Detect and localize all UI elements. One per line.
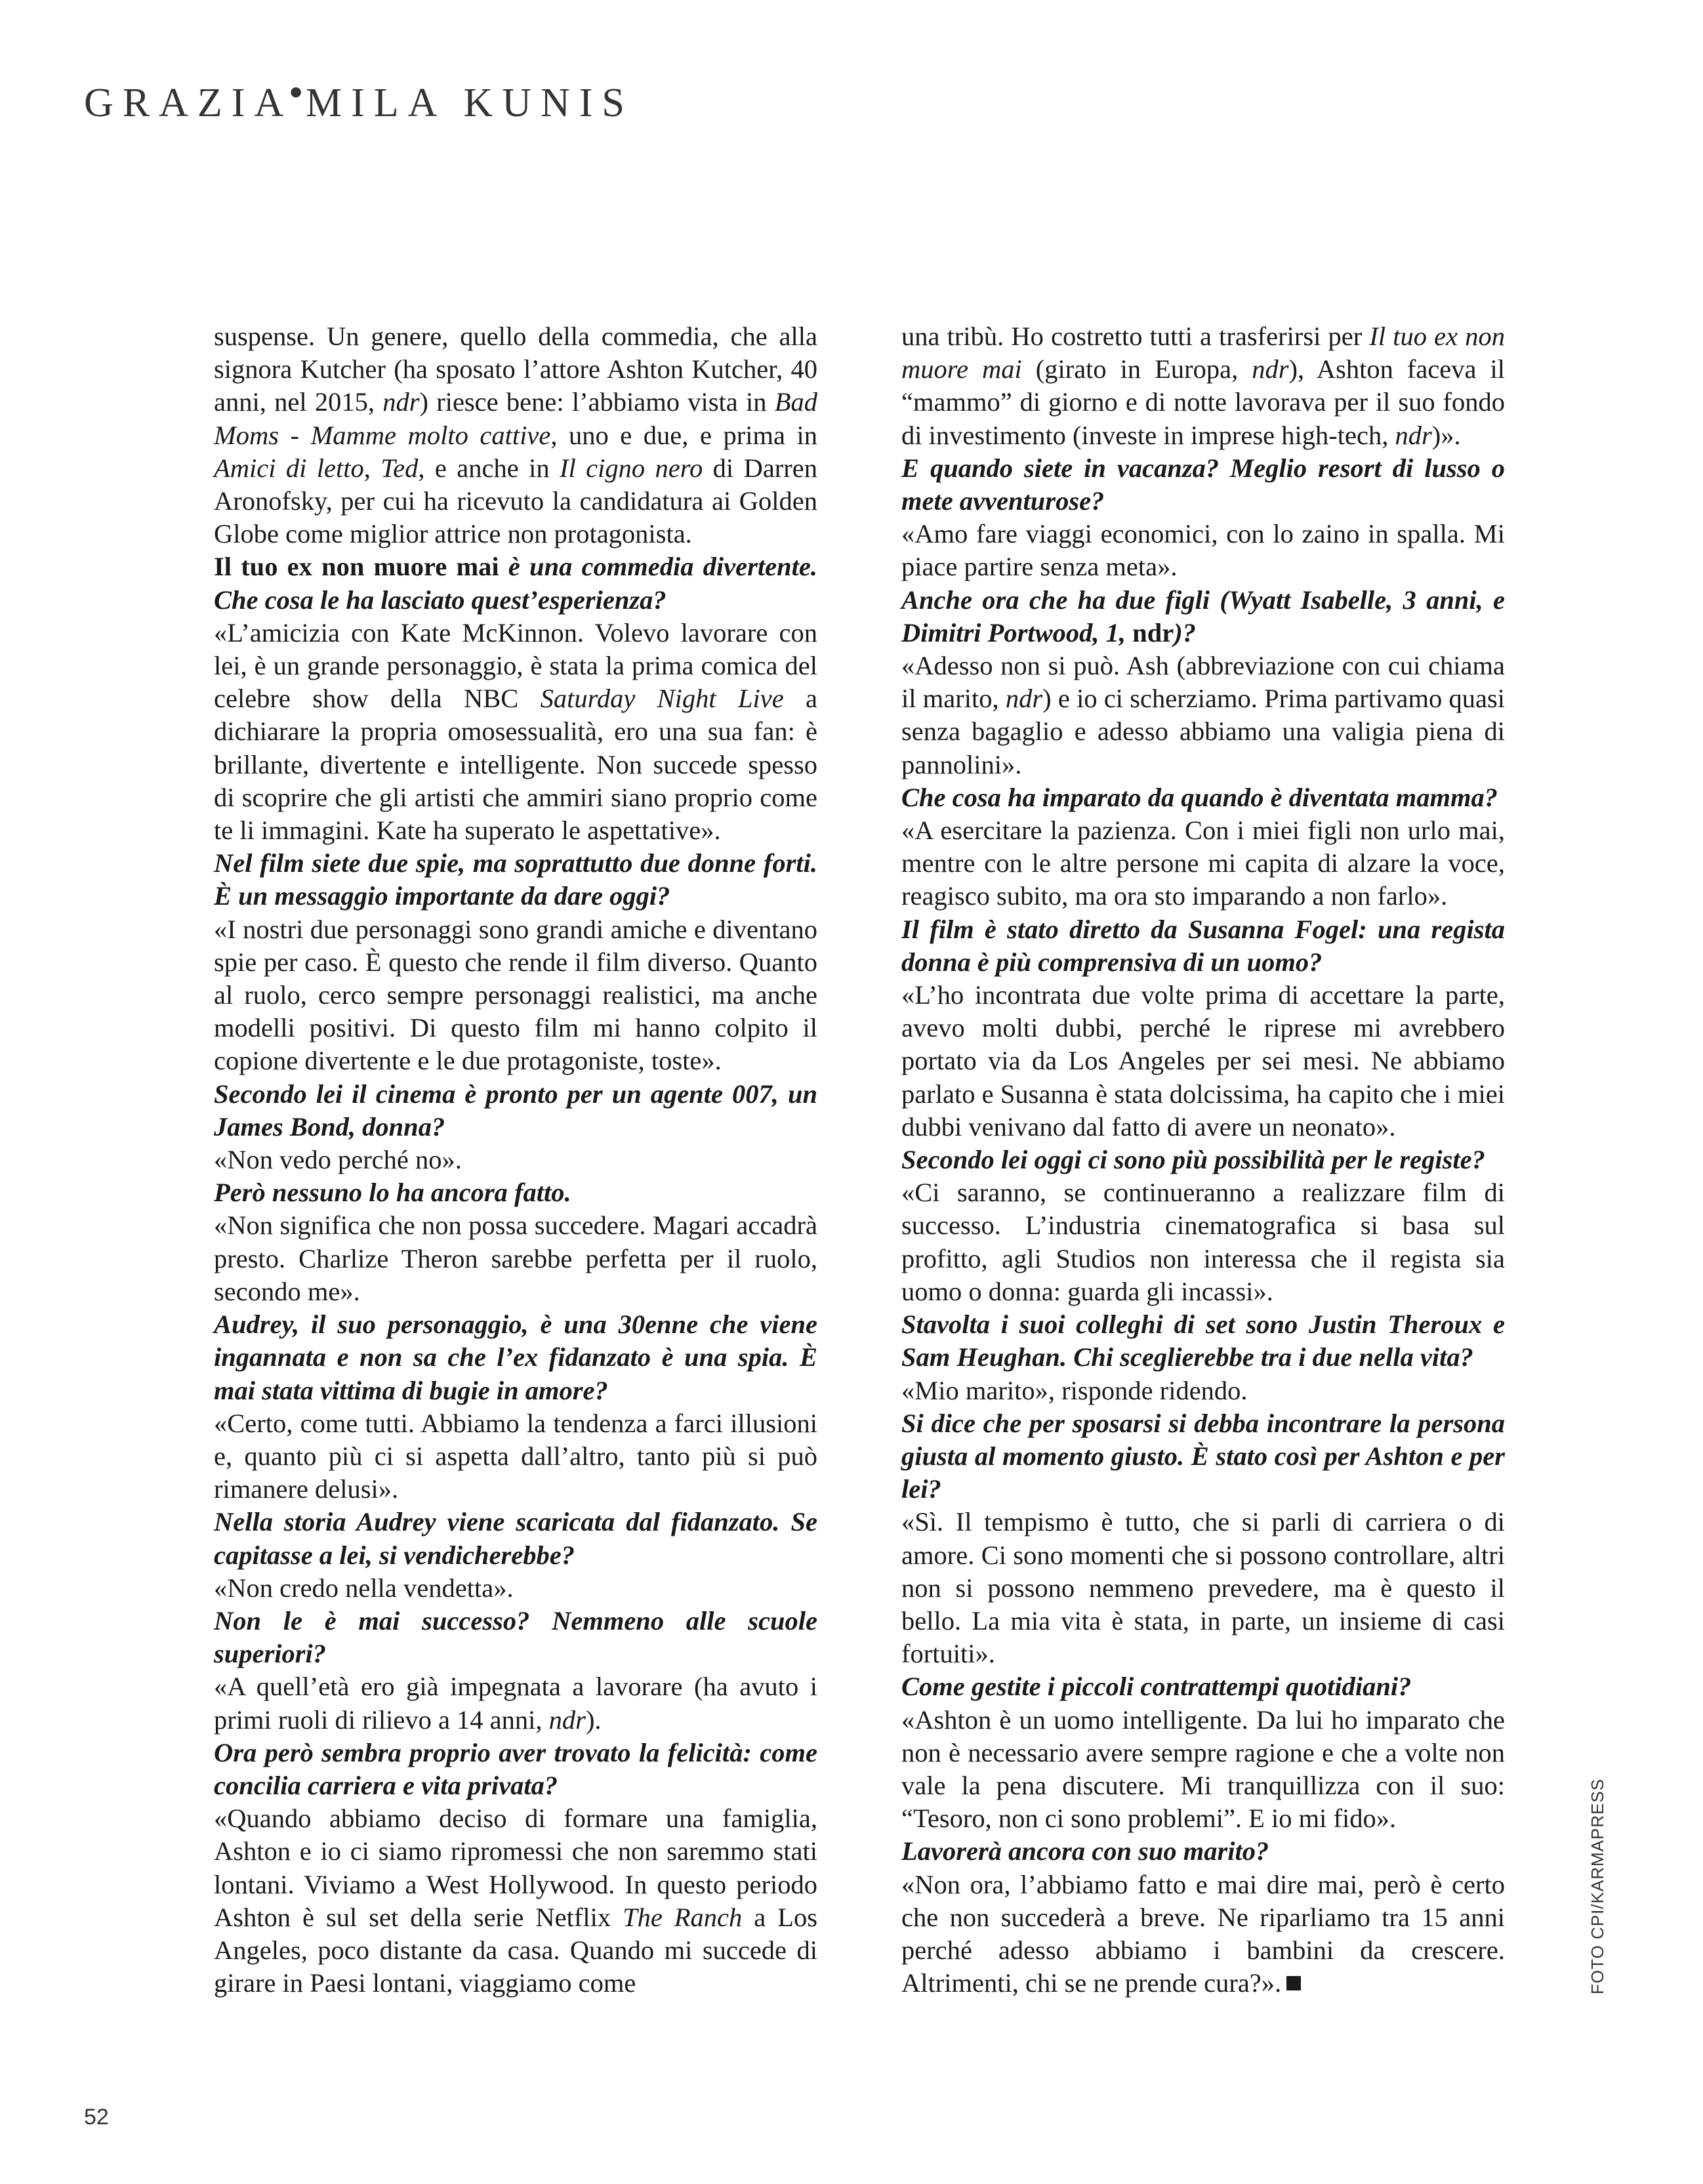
interview-answer: «L’ho incontrata due volte prima di accettare la parte, avevo molti dubbi, perché le riprese mi avrebbero portato via da Los Angeles per sei mesi. Ne abbiamo parlato e Susanna è stata dolcissima, ha capito che i miei dubbi venivano dal fatto di avere un neonato». xyxy=(901,980,1505,1142)
interview-answer: «I nostri due personaggi sono grandi amiche e diventano spie per caso. È questo che rende il film diverso. Quanto al ruolo, cerco sempre personaggi realistici, ma anche modelli positivi. Di questo film mi hanno colpito il copione divertente e le due protagoniste, toste». xyxy=(214,914,817,1076)
interview-answer: «L’amicizia con Kate McKinnon. Volevo lavorare con lei, è un grande personaggio, è stata la prima comica del celebre show della NBC Saturday Night Live a dichiarare la propria omosessualità, ero una sua fan: è brillante, divertente e intelligente. Non succede spesso di scoprire che gli artisti che ammiri siano proprio come te li immagini. Kate ha superato le aspettative». xyxy=(214,617,817,846)
article-section-title: MILA KUNIS xyxy=(305,81,634,125)
page-number: 52 xyxy=(84,2105,109,2130)
interview-question: Non le è mai successo? Nemmeno alle scuole superiori? xyxy=(214,1605,817,1669)
interview-question: Audrey, il suo personaggio, è una 30enne che viene ingannata e non sa che l’ex fidanzato è una spia. È mai stata vittima di bugie in amore? xyxy=(214,1309,817,1405)
magazine-brand: GRAZIA xyxy=(84,81,293,125)
continued-paragraph: una tribù. Ho costretto tutti a trasferirsi per Il tuo ex non muore mai (girato in Europa, ndr), Ashton faceva il “mammo” di giorno e di notte lavorava per il suo fondo di investimento (investe in imprese high-tech, ndr)». xyxy=(901,321,1505,450)
interview-answer: «Certo, come tutti. Abbiamo la tendenza a farci illusioni e, quanto più ci si aspetta dall’altro, tanto più si può rimanere delusi». xyxy=(214,1408,817,1504)
interview-answer: «Non vedo perché no». xyxy=(214,1145,462,1175)
interview-question: Si dice che per sposarsi si debba incontrare la persona giusta al momento giusto. È stato così per Ashton e per lei? xyxy=(901,1408,1505,1504)
interview-answer: «Sì. Il tempismo è tutto, che si parli di carriera o di amore. Ci sono momenti che si possono controllare, altri non si possono nemmeno prevedere, ma è questo il bello. La mia vita è stata, in parte, un insieme di casi fortuiti». xyxy=(901,1507,1505,1669)
intro-paragraph: suspense. Un genere, quello della commedia, che alla signora Kutcher (ha sposato l’attore Ashton Kutcher, 40 anni, nel 2015, ndr) riesce bene: l’abbiamo vista in Bad Moms - Mamme molto cattive, uno e due, e prima in Amici di letto, Ted, e anche in Il cigno nero di Darren Aronofsky, per cui ha ricevuto la candidatura ai Golden Globe come miglior attrice non protagonista. xyxy=(214,321,818,549)
interview-question: Il film è stato diretto da Susanna Fogel: una regista donna è più comprensiva di un uomo? xyxy=(901,914,1505,977)
interview-answer: «Adesso non si può. Ash (abbreviazione con cui chiama il marito, ndr) e io ci scherziamo. Prima partivamo quasi senza bagaglio e adesso abbiamo una valigia piena di pannolini». xyxy=(901,651,1505,779)
interview-answer: «A esercitare la pazienza. Con i miei figli non urlo mai, mentre con le altre persone mi capita di alzare la voce, reagisco subito, ma ora sto imparando a non farlo». xyxy=(901,815,1505,911)
interview-answer: «A quell’età ero già impegnata a lavorare (ha avuto i primi ruoli di rilievo a 14 anni, ndr). xyxy=(214,1672,817,1735)
interview-answer: «Ashton è un uomo intelligente. Da lui ho imparato che non è necessario avere sempre ragione e che a volte non vale la pena discutere. Mi tranquillizza con il suo: “Tesoro, non ci sono problemi”. E io mi fido». xyxy=(901,1704,1505,1834)
end-mark-square-icon xyxy=(1286,1976,1301,1990)
interview-answer: «Quando abbiamo deciso di formare una famiglia, Ashton e io ci siamo ripromessi che non saremmo stati lontani. Viviamo a West Hollywood. In questo periodo Ashton è sul set della serie Netflix The Ranch a Los Angeles, poco distante da casa. Quando mi succede di girare in Paesi lontani, viaggiamo come xyxy=(214,1803,817,1998)
photo-credit: FOTO CPI/KARMAPRESS xyxy=(1588,1778,1607,1994)
interview-question: Nel film siete due spie, ma soprattutto due donne forti. È un messaggio importante da dare oggi? xyxy=(214,848,817,911)
interview-question: Stavolta i suoi colleghi di set sono Justin Theroux e Sam Heughan. Chi sceglierebbe tra i due nella vita? xyxy=(901,1309,1505,1372)
interview-answer: «Ci saranno, se continueranno a realizzare film di successo. L’industria cinematografica si basa sul profitto, agli Studios non interessa che il regista sia uomo o donna: guarda gli incassi». xyxy=(901,1178,1505,1306)
bullet-dot-icon: ● xyxy=(289,78,303,104)
interview-question: Anche ora che ha due figli (Wyatt Isabelle, 3 anni, e Dimitri Portwood, 1, ndr)? xyxy=(901,585,1505,648)
interview-question: Che cosa ha imparato da quando è diventata mamma? xyxy=(901,782,1498,812)
interview-answer: «Non credo nella vendetta». xyxy=(214,1573,514,1603)
interview-question: Secondo lei oggi ci sono più possibilità per le registe? xyxy=(901,1145,1485,1175)
interview-question: E quando siete in vacanza? Meglio resort di lusso o mete avventurose? xyxy=(901,453,1505,516)
interview-question: Lavorerà ancora con suo marito? xyxy=(901,1836,1269,1866)
interview-question: Ora però sembra proprio aver trovato la felicità: come concilia carriera e vita privata? xyxy=(214,1737,817,1800)
interview-question: Il tuo ex non muore mai è una commedia divertente. Che cosa le ha lasciato quest’esperienza? xyxy=(214,552,817,615)
interview-question: Secondo lei il cinema è pronto per un agente 007, un James Bond, donna? xyxy=(214,1079,817,1142)
interview-answer: «Amo fare viaggi economici, con lo zaino in spalla. Mi piace partire senza meta». xyxy=(901,519,1505,582)
interview-question: Però nessuno lo ha ancora fatto. xyxy=(214,1178,571,1208)
page-header xyxy=(84,77,634,127)
interview-question: Come gestite i piccoli contrattempi quotidiani? xyxy=(901,1672,1412,1702)
interview-question: Nella storia Audrey viene scaricata dal fidanzato. Se capitasse a lei, si vendicherebbe? xyxy=(214,1507,817,1570)
interview-answer: «Mio marito», risponde ridendo. xyxy=(901,1375,1248,1405)
interview-answer-final: «Non ora, l’abbiamo fatto e mai dire mai, però è certo che non succederà a breve. Ne riparliamo tra 15 anni perché adesso abbiamo i bambini da crescere. Altrimenti, chi se ne prende cura?». xyxy=(901,1869,1505,1998)
interview-answer: «Non significa che non possa succedere. Magari accadrà presto. Charlize Theron sarebbe perfetta per il ruolo, secondo me». xyxy=(214,1210,817,1306)
article-column-right xyxy=(901,320,1505,2000)
article-column-left xyxy=(214,320,817,2000)
